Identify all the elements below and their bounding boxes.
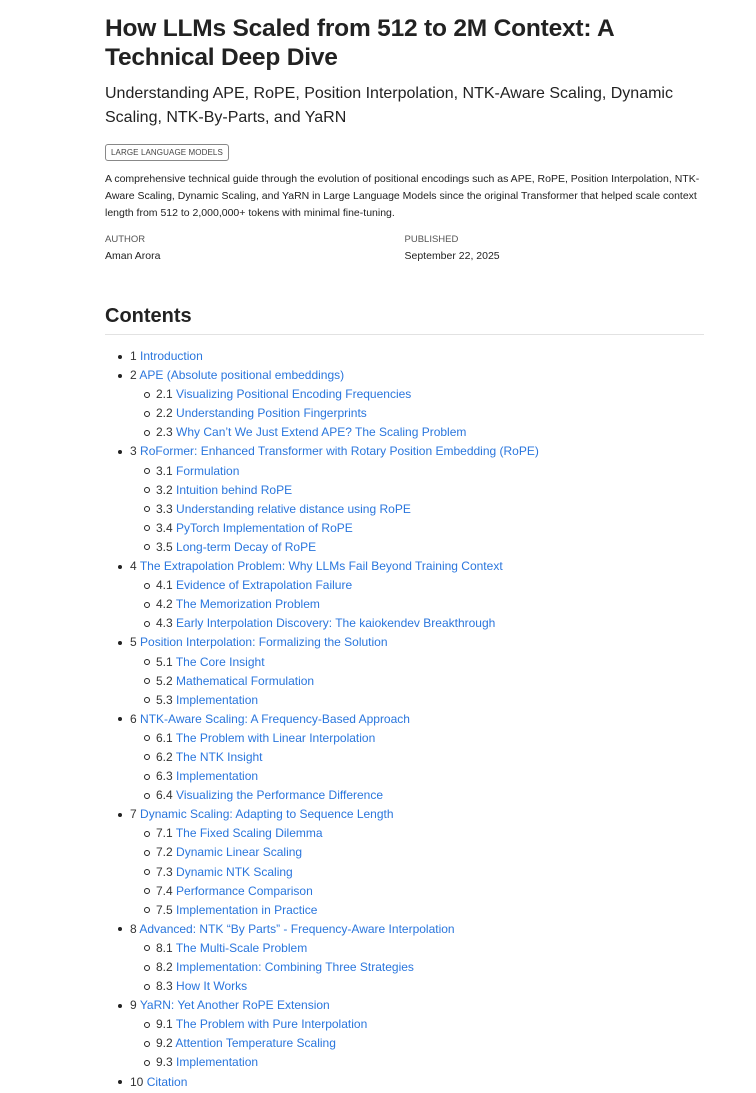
- toc-number: 3.1: [156, 463, 173, 478]
- contents-heading: Contents: [105, 305, 704, 335]
- toc-link[interactable]: Advanced: NTK “By Parts” - Frequency-Aware Interpolation: [139, 921, 455, 936]
- toc-link[interactable]: Visualizing the Performance Difference: [176, 788, 384, 803]
- toc-number: 6.2: [156, 749, 173, 764]
- toc-subsection-item: [118, 576, 704, 595]
- toc-link[interactable]: Implementation in Practice: [176, 902, 318, 917]
- toc-link[interactable]: The Extrapolation Problem: Why LLMs Fail Beyond Training Context: [139, 559, 503, 574]
- toc-subsection-item: [118, 901, 704, 920]
- toc-number: 2.2: [156, 406, 173, 421]
- toc-section-item: [118, 442, 704, 461]
- toc-number: 7.3: [156, 864, 173, 879]
- toc-subsection-item: [118, 824, 704, 843]
- toc-number: 6.3: [156, 769, 173, 784]
- toc-subsection-item: [118, 1053, 704, 1072]
- toc-link[interactable]: Mathematical Formulation: [176, 673, 315, 688]
- toc-subsection-item: [118, 843, 704, 862]
- toc-link[interactable]: Introduction: [140, 349, 203, 363]
- toc-section-item: [118, 920, 704, 939]
- toc-number: 8: [130, 921, 137, 936]
- toc-subsection-item: [118, 672, 704, 691]
- toc-number: 7.4: [156, 883, 173, 898]
- toc-link[interactable]: Dynamic NTK Scaling: [176, 864, 293, 879]
- toc-number: 5: [130, 635, 137, 650]
- toc-link[interactable]: Implementation: [176, 692, 259, 707]
- toc-subsection-item: [118, 404, 704, 423]
- toc-number: 7.1: [156, 826, 173, 841]
- toc-number: 4.3: [156, 616, 173, 631]
- toc-number: 1: [130, 349, 137, 363]
- toc-number: 4.2: [156, 597, 173, 612]
- toc-number: 10: [130, 1074, 144, 1089]
- toc-subsection-item: [118, 595, 704, 614]
- toc-subsection-item: [118, 977, 704, 996]
- toc-subsection-item: [118, 519, 704, 538]
- toc-link[interactable]: PyTorch Implementation of RoPE: [176, 520, 353, 535]
- toc-number: 9.3: [156, 1055, 173, 1070]
- toc-number: 5.3: [156, 692, 173, 707]
- toc-link[interactable]: Position Interpolation: Formalizing the Solution: [140, 635, 388, 650]
- toc-link[interactable]: Implementation: Combining Three Strategies: [176, 960, 414, 974]
- toc-link[interactable]: Performance Comparison: [176, 883, 313, 898]
- category-badge[interactable]: LARGE LANGUAGE MODELS: [105, 144, 229, 161]
- toc-number: 4: [130, 559, 137, 574]
- toc-link[interactable]: Formulation: [176, 463, 240, 478]
- toc-number: 2: [130, 368, 137, 383]
- published-label: PUBLISHED: [404, 234, 459, 245]
- page-title: How LLMs Scaled from 512 to 2M Context: A Technical Deep Dive: [105, 15, 614, 71]
- toc-link[interactable]: Why Can’t We Just Extend APE? The Scaling Problem: [176, 425, 467, 440]
- toc-number: 4.1: [156, 578, 173, 593]
- toc-number: 6.4: [156, 788, 173, 803]
- toc-number: 3.2: [156, 482, 173, 497]
- toc-number: 9.1: [156, 1017, 173, 1032]
- page-subtitle: Understanding APE, RoPE, Position Interpolation, NTK-Aware Scaling, Dynamic Scaling, NTK-By-Parts, and YaRN: [105, 85, 673, 126]
- toc-number: 6: [130, 711, 137, 726]
- toc-number: 2.3: [156, 425, 173, 440]
- toc-link[interactable]: YaRN: Yet Another RoPE Extension: [139, 998, 330, 1013]
- author-label: AUTHOR: [105, 234, 146, 245]
- toc-link[interactable]: Dynamic Linear Scaling: [176, 845, 303, 860]
- toc-section-item: [118, 557, 704, 576]
- published-date: September 22, 2025: [404, 250, 500, 262]
- toc-number: 8.1: [156, 940, 173, 955]
- toc-link[interactable]: Implementation: [176, 769, 259, 784]
- author-block: [105, 233, 405, 265]
- toc-number: 7.5: [156, 902, 173, 917]
- toc-subsection-item: [118, 1034, 704, 1053]
- toc-number: 5.1: [156, 654, 173, 669]
- toc-link[interactable]: Implementation: [176, 1055, 259, 1070]
- toc-link[interactable]: The Fixed Scaling Dilemma: [175, 826, 323, 841]
- toc-subsection-item: [118, 385, 704, 404]
- published-block: [405, 233, 705, 265]
- toc-link[interactable]: Attention Temperature Scaling: [175, 1036, 336, 1051]
- toc-section-item: [118, 710, 704, 729]
- toc-number: 2.1: [156, 387, 173, 402]
- toc-number: 9: [130, 998, 137, 1013]
- toc-subsection-item: [118, 958, 704, 977]
- toc-section-item: [118, 805, 704, 824]
- toc-number: 8.2: [156, 960, 173, 974]
- toc-section-item: [118, 347, 704, 366]
- toc-number: 7.2: [156, 845, 173, 860]
- toc-link[interactable]: Understanding relative distance using RoPE: [176, 501, 411, 516]
- toc-subsection-item: [118, 691, 704, 710]
- toc-subsection-item: [118, 653, 704, 672]
- article-description: A comprehensive technical guide through the evolution of positional encodings such as APE, RoPE, Position Interpolation, NTK-Aware Scaling, Dynamic Scaling, and YaRN in Large Language Models since the original Transformer that helped scale context length from 512 to 2,000,000+ tokens with minimal fine-tuning.: [105, 173, 700, 219]
- toc-section-item: [118, 366, 704, 385]
- toc-number: 3.5: [156, 539, 173, 554]
- toc-subsection-item: [118, 786, 704, 805]
- toc-subsection-item: [118, 462, 704, 481]
- toc-link[interactable]: The Core Insight: [175, 654, 265, 669]
- table-of-contents: [105, 347, 704, 1092]
- article-meta: [105, 233, 704, 265]
- toc-section-item: [118, 996, 704, 1015]
- toc-number: 8.3: [156, 979, 173, 994]
- toc-subsection-item: [118, 767, 704, 786]
- toc-subsection-item: [118, 939, 704, 958]
- toc-section-item: [118, 633, 704, 652]
- toc-link[interactable]: RoFormer: Enhanced Transformer with Rotary Position Embedding (RoPE): [140, 444, 539, 459]
- toc-subsection-item: [118, 423, 704, 442]
- toc-number: 9.2: [156, 1036, 173, 1051]
- toc-link[interactable]: Citation: [146, 1074, 188, 1089]
- toc-link[interactable]: Intuition behind RoPE: [176, 482, 293, 497]
- toc-section-item: [118, 1073, 704, 1092]
- toc-subsection-item: [118, 538, 704, 557]
- toc-subsection-item: [118, 481, 704, 500]
- toc-number: 5.2: [156, 673, 173, 688]
- toc-number: 3.3: [156, 501, 173, 516]
- toc-number: 6.1: [156, 730, 173, 745]
- toc-link[interactable]: The Problem with Linear Interpolation: [175, 730, 376, 745]
- toc-number: 3: [130, 444, 137, 459]
- toc-subsection-item: [118, 1015, 704, 1034]
- toc-subsection-item: [118, 500, 704, 519]
- toc-link[interactable]: The Memorization Problem: [175, 597, 320, 612]
- toc-subsection-item: [118, 729, 704, 748]
- toc-link[interactable]: Evidence of Extrapolation Failure: [176, 578, 353, 593]
- toc-link[interactable]: Long-term Decay of RoPE: [176, 539, 317, 554]
- toc-subsection-item: [118, 614, 704, 633]
- toc-link[interactable]: Dynamic Scaling: Adapting to Sequence Length: [140, 807, 394, 822]
- toc-number: 3.4: [156, 520, 173, 535]
- toc-link[interactable]: Early Interpolation Discovery: The kaiokendev Breakthrough: [176, 616, 496, 631]
- toc-link[interactable]: NTK-Aware Scaling: A Frequency-Based Approach: [140, 711, 410, 726]
- toc-link[interactable]: The Problem with Pure Interpolation: [175, 1017, 368, 1032]
- toc-link[interactable]: How It Works: [176, 979, 248, 994]
- toc-link[interactable]: APE (Absolute positional embeddings): [139, 368, 345, 383]
- toc-subsection-item: [118, 748, 704, 767]
- toc-link[interactable]: The NTK Insight: [175, 749, 263, 764]
- toc-link[interactable]: Visualizing Positional Encoding Frequencies: [176, 387, 412, 402]
- toc-link[interactable]: Understanding Position Fingerprints: [176, 406, 367, 421]
- toc-subsection-item: [118, 882, 704, 901]
- author-name: Aman Arora: [105, 250, 161, 262]
- toc-link[interactable]: The Multi-Scale Problem: [175, 940, 308, 955]
- toc-subsection-item: [118, 863, 704, 882]
- toc-number: 7: [130, 807, 137, 822]
